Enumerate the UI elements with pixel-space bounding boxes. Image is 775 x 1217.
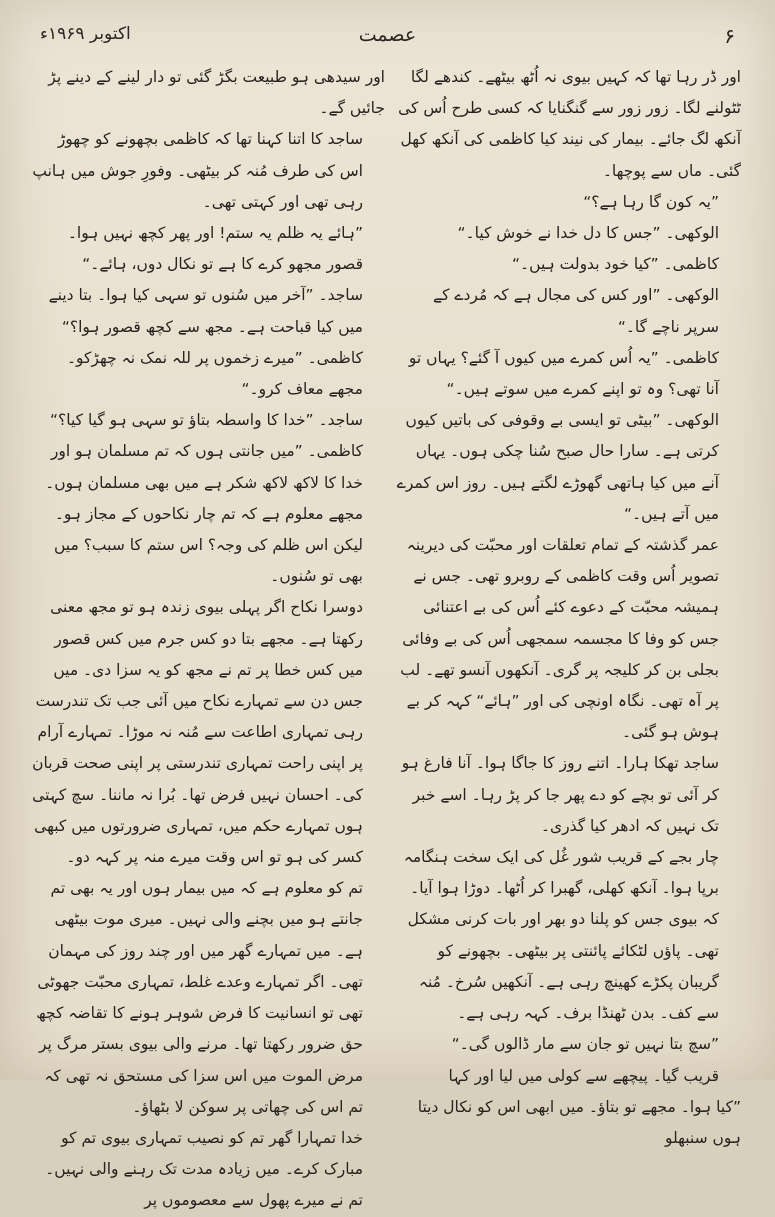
paragraph: تم کو معلوم ہے کہ میں بیمار ہوں اور یہ بھی تم جانتے ہو میں بچنے والی نہیں۔ میری موت بیٹھی ہے۔ میں تمہارے گھر میں اور چند روز کی مہمان تھی۔ اگر تمہارے وعدے غلط، تمہاری محبّت جھوٹی تھی تو انسانیت کا فرض شوہر ہونے کا تقاضہ کچھ حق ضرور رکھتا تھا۔ مرنے والی بیوی بستر مرگ پر مرض الموت میں اس سزا کی مستحق نہ تھی کہ تم اس کی چھاتی پر سوکن لا بٹھاؤ۔ [36, 879, 363, 1116]
paragraph: ساجد۔ ”خدا کا واسطہ بتاؤ تو سہی ہو گیا کیا؟“ [50, 411, 363, 430]
paragraph: ساجد کا اتنا کہنا تھا کہ کاظمی بچھونے کو چھوڑ اس کی طرف مُنہ کر بیٹھی۔ وفورِ جوش میں ہانپ رہی تھی اور کہتی تھی۔ [32, 130, 363, 211]
magazine-title: عصمت [358, 24, 417, 46]
paragraph: اور ڈر رہا تھا کہ کہیں بیوی نہ اُٹھ بیٹھے۔ کندھے لگا ٹٹولنے لگا۔ زور زور سے گنگنایا کہ کسی طرح اُس کی آنکھ لگ جائے۔ بیمار کی نیند کیا کاظمی کی آنکھ کھل گئی۔ ماں سے پوچھا۔ [398, 68, 741, 180]
paragraph: الوکھی۔ ”بیٹی تو ایسی بے وقوفی کی باتیں کیوں کرتی ہے۔ سارا حال صبح سُنا چکی ہوں۔ یہاں آنے میں کیا ہاتھی گھوڑے لگتے ہیں۔ روز اس کمرے میں آتے ہیں۔“ [396, 411, 719, 523]
paragraph: اور سیدھی ہو طبیعت بگڑ گئی تو دار لینے کے دینے پڑ جائیں گے۔ [48, 68, 385, 118]
paragraph: دوسرا نکاح اگر پہلی بیوی زندہ ہو تو مجھ معنی رکھتا ہے۔ مجھے بتا دو کس جرم میں کس قصور میں کس خطا پر تم نے مجھ کو یہ سزا دی۔ میں جس دن سے تمہارے نکاح میں آئی جب تک تندرست رہی تمہاری اطاعت سے مُنہ نہ موڑا۔ تمہارے آرام پر اپنی راحت تمہاری تندرستی پر اپنی صحت قربان کی۔ احسان نہیں فرض تھا۔ بُرا نہ ماننا۔ سچ کہتی ہوں تمہارے حکم میں، تمہاری ضرورتوں میں کبھی کسر کی ہو تو اس وقت میرے منہ پر کہہ دو۔ [32, 598, 363, 867]
paragraph: ”ہائے یہ ظلم یہ ستم! اور پھر کچھ نہیں ہوا۔ قصور مجھو کرے کا ہے تو نکال دوں، ہائے۔“ [67, 224, 363, 274]
paragraph: خدا تمہارا گھر تم کو نصیب تمہاری بیوی تم کو مبارک کرے۔ میں زیادہ مدت تک رہنے والی نہیں۔ تم نے میرے پھول سے معصوموں پر [45, 1128, 363, 1210]
left-text-column [30, 62, 385, 1210]
paragraph: چار بجے کے قریب شور غُل کی ایک سخت ہنگامہ برپا ہوا۔ آنکھ کھلی، گھبرا کر اُٹھا۔ دوڑا ہوا آیا۔ کہ بیوی جس کو پلنا دو بھر اور بات کرنی مشکل تھی۔ پاؤں لٹکائے پائنتی پر بیٹھی۔ بچھونے کو گریبان پکڑے کھینچ رہی ہے۔ آنکھیں سُرخ۔ مُنہ سے کف۔ بدن ٹھنڈا برف۔ کہہ رہی ہے۔ [403, 848, 719, 1023]
page-number: ۶ [724, 24, 735, 48]
paragraph: الوکھی۔ ”اور کس کی مجال ہے کہ مُردے کے سرپر ناچے گا۔“ [433, 286, 719, 336]
issue-date: اکتوبر ۱۹۶۹ء [40, 24, 131, 44]
page-header [40, 22, 735, 62]
paragraph: ساجد۔ ”آخر میں سُنوں تو سہی کیا ہوا۔ بتا دینے میں کیا قباحت ہے۔ مجھ سے کچھ قصور ہوا؟“ [48, 286, 363, 336]
paragraph: ”سچ بتا نہیں تو جان سے مار ڈالوں گی۔“ [451, 1035, 719, 1054]
paragraph: کاظمی۔ ”میں جانتی ہوں کہ تم مسلمان ہو اور خدا کا لاکھ لاکھ شکر ہے میں بھی مسلمان ہوں۔ مجھے معلوم ہے کہ تم چار نکاحوں کے مجاز ہو۔ لیکن اس ظلم کی وجہ؟ اس ستم کا سبب؟ میں بھی تو سُنوں۔ [45, 442, 363, 586]
paragraph: کاظمی۔ ”یہ اُس کمرے میں کیوں آ گئے؟ یہاں تو آنا تھی؟ وہ تو اپنے کمرے میں سوتے ہیں۔“ [408, 348, 719, 399]
paragraph: کاظمی۔ ”کیا خود بدولت ہیں۔“ [512, 255, 719, 274]
paragraph: الوکھی۔ ”جس کا دل خدا نے خوش کیا۔“ [457, 224, 719, 243]
right-text-column [396, 62, 741, 1147]
paragraph: ساجد تھکا ہارا۔ اتنے روز کا جاگا ہوا۔ آنا فارغ ہو کر آئی تو بچے کو دے پھر جا کر پڑ رہا۔ اسے خبر تک نہیں کہ ادھر کیا گذری۔ [401, 754, 719, 835]
paragraph: قریب گیا۔ پیچھے سے کولی میں لیا اور کہا [448, 1066, 719, 1085]
paragraph: عمر گذشتہ کے تمام تعلقات اور محبّت کی دیرینہ تصویر اُس وقت کاظمی کے روبرو تھی۔ جس نے ہمیشہ محبّت کے دعوے کئے اُس کی بے اعتنائی جس کو وفا کا مجسمہ سمجھی اُس کی بے وفائی بجلی بن کر کلیجہ پر گری۔ آنکھوں آنسو تھے۔ لب پر آہ تھی۔ نگاہ اونچی کی اور ”ہائے“ کہہ کر بے ہوش ہو گئی۔ [400, 536, 719, 742]
paragraph: ”کیا ہوا۔ مجھے تو بتاؤ۔ میں ابھی اس کو نکال دیتا ہوں سنبھلو [417, 1097, 741, 1147]
paragraph: کاظمی۔ ”میرے زخموں پر للہ نمک نہ چھڑکو۔ مجھے معاف کرو۔“ [66, 348, 363, 399]
paragraph: ”یہ کون گا رہا ہے؟“ [583, 192, 719, 211]
